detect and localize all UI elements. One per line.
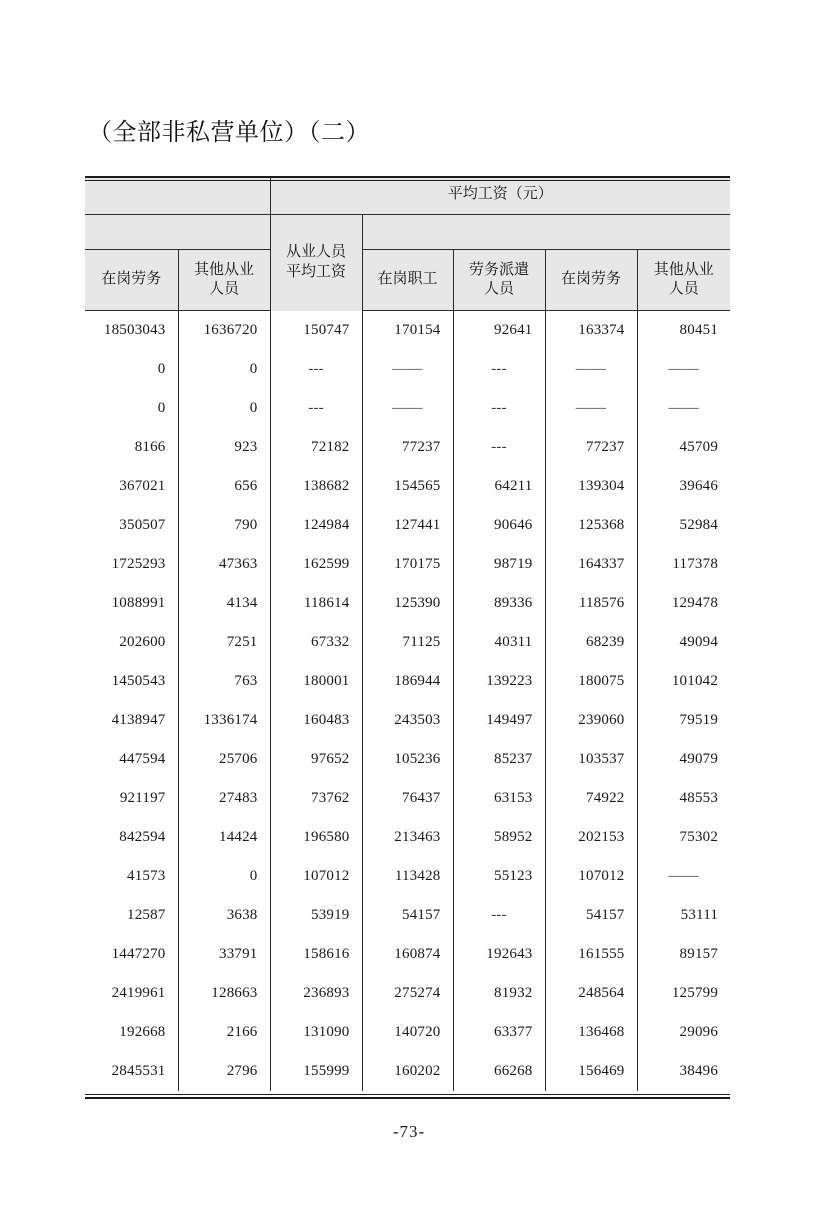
header-row-group [85,176,730,215]
table-cell: 192643 [453,935,545,974]
header-row-columns [85,250,730,311]
header-col-dispatched-labor-line2: 人员 [483,281,514,297]
table-cell: 55123 [453,857,545,896]
table-cell: 1450543 [85,662,178,701]
table-cell: 1447270 [85,935,178,974]
table-cell: 0 [85,350,178,389]
table-cell: 48553 [637,779,730,818]
table-cell: --- [453,896,545,935]
table-cell: 76437 [362,779,453,818]
table-row [85,545,730,584]
table-row [85,779,730,818]
header-col-onpost-labor-right [545,250,637,311]
table-cell: 49094 [637,623,730,662]
table-cell: 2796 [178,1052,270,1091]
table-cell: 239060 [545,701,637,740]
table-cell: 54157 [362,896,453,935]
table-cell: 160202 [362,1052,453,1091]
table-row [85,623,730,662]
table-cell: 89336 [453,584,545,623]
table-cell: 64211 [453,467,545,506]
table-cell: 47363 [178,545,270,584]
table-cell: —— [362,389,453,428]
table-cell: --- [453,350,545,389]
table-cell: —— [637,857,730,896]
table-cell: 90646 [453,506,545,545]
table-cell: —— [362,350,453,389]
table-cell: 77237 [545,428,637,467]
table-cell: 163374 [545,311,637,351]
table-cell: 162599 [270,545,362,584]
table-cell: 0 [85,389,178,428]
table-row [85,857,730,896]
table-cell: 118614 [270,584,362,623]
table-row [85,1013,730,1052]
table-cell: —— [637,389,730,428]
table-row [85,506,730,545]
table-cell: 0 [178,389,270,428]
table-cell: 164337 [545,545,637,584]
table-cell: 107012 [545,857,637,896]
header-col-onpost-staff [362,250,453,311]
table-cell: 161555 [545,935,637,974]
statistics-table-container [85,176,730,1091]
table-cell: 186944 [362,662,453,701]
table-cell: 160483 [270,701,362,740]
table-cell: 447594 [85,740,178,779]
table-cell: 63153 [453,779,545,818]
table-cell: 117378 [637,545,730,584]
table-cell: 38496 [637,1052,730,1091]
table-row [85,467,730,506]
table-cell: 170154 [362,311,453,351]
table-cell: 63377 [453,1013,545,1052]
header-col-other-employed-right [637,250,730,311]
table-cell: 124984 [270,506,362,545]
table-body [85,311,730,1092]
table-cell: 763 [178,662,270,701]
table-cell: 41573 [85,857,178,896]
table-cell: 7251 [178,623,270,662]
header-col-onpost-labor-left [85,250,178,311]
table-cell: 53919 [270,896,362,935]
table-cell: 77237 [362,428,453,467]
table-cell: 125390 [362,584,453,623]
table-row [85,896,730,935]
header-col-dispatched-labor-line1: 劳务派遣 [468,261,529,278]
table-cell: 75302 [637,818,730,857]
table-cell: 1725293 [85,545,178,584]
table-cell: 129478 [637,584,730,623]
table-cell: 97652 [270,740,362,779]
table-cell: 81932 [453,974,545,1013]
table-cell: 105236 [362,740,453,779]
table-row [85,662,730,701]
table-cell: 71125 [362,623,453,662]
table-cell: 136468 [545,1013,637,1052]
table-row [85,584,730,623]
header-col-other-employed-right-line1: 其他从业 [653,261,714,278]
table-cell: 131090 [270,1013,362,1052]
header-col-other-employed-right-line2: 人员 [668,281,699,297]
table-cell: 790 [178,506,270,545]
table-cell: 923 [178,428,270,467]
header-col-onpost-labor-right-label: 在岗劳务 [560,271,621,288]
table-cell: 1636720 [178,311,270,351]
table-cell: 154565 [362,467,453,506]
table-cell: 40311 [453,623,545,662]
table-cell: 842594 [85,818,178,857]
table-cell: 79519 [637,701,730,740]
table-cell: 138682 [270,467,362,506]
table-cell: 68239 [545,623,637,662]
table-cell: 180001 [270,662,362,701]
table-cell: 73762 [270,779,362,818]
header-col-dispatched-labor [453,250,545,311]
table-cell: --- [270,350,362,389]
table-row [85,311,730,351]
table-cell: 33791 [178,935,270,974]
table-cell: 160874 [362,935,453,974]
table-cell: 85237 [453,740,545,779]
table-cell: 25706 [178,740,270,779]
table-cell: —— [637,350,730,389]
table-cell: 58952 [453,818,545,857]
table-cell: 192668 [85,1013,178,1052]
table-cell: 66268 [453,1052,545,1091]
table-row [85,740,730,779]
table-cell: 1088991 [85,584,178,623]
table-cell: 53111 [637,896,730,935]
table-cell: 656 [178,467,270,506]
table-cell: 14424 [178,818,270,857]
table-cell: 72182 [270,428,362,467]
header-col-other-employed-left-line2: 人员 [208,281,239,297]
table-cell: 196580 [270,818,362,857]
table-cell: 4138947 [85,701,178,740]
table-cell: 202153 [545,818,637,857]
table-cell: 2166 [178,1013,270,1052]
table-cell: 80451 [637,311,730,351]
table-cell: —— [545,389,637,428]
table-cell: 0 [178,350,270,389]
table-cell: 98719 [453,545,545,584]
table-cell: 118576 [545,584,637,623]
table-cell: 150747 [270,311,362,351]
table-cell: 243503 [362,701,453,740]
page-number: -73- [392,1122,426,1141]
header-average-wage: 平均工资（元） [270,176,730,215]
table-cell: 29096 [637,1013,730,1052]
page-title: （全部非私营单位）（二） [88,120,370,146]
table-cell: 275274 [362,974,453,1013]
table-cell: 54157 [545,896,637,935]
header-col-employee-avg-wage-line1: 从业人员 [285,244,346,261]
table-cell: 2845531 [85,1052,178,1091]
table-cell: 74922 [545,779,637,818]
table-row [85,701,730,740]
table-cell: 113428 [362,857,453,896]
header-col-onpost-labor-left-label: 在岗劳务 [101,271,162,288]
table-row [85,389,730,428]
table-cell: 236893 [270,974,362,1013]
table-cell: 3638 [178,896,270,935]
table-cell: 67332 [270,623,362,662]
table-cell: 39646 [637,467,730,506]
table-cell: 149497 [453,701,545,740]
table-cell: 127441 [362,506,453,545]
table-cell: 139223 [453,662,545,701]
table-row [85,350,730,389]
table-cell: 1336174 [178,701,270,740]
table-cell: --- [270,389,362,428]
table-row [85,428,730,467]
table-cell: 4134 [178,584,270,623]
table-cell: 125799 [637,974,730,1013]
table-cell: 350507 [85,506,178,545]
table-top-rule [85,176,730,178]
table-cell: 170175 [362,545,453,584]
table-bottom-rule [85,1094,730,1095]
table-cell: 202600 [85,623,178,662]
table-cell: 89157 [637,935,730,974]
table-cell: 18503043 [85,311,178,351]
header-col-other-employed-left-line1: 其他从业 [193,261,254,278]
header-blank-left [85,176,270,215]
header-blank-left-2 [85,215,270,250]
table-cell: 49079 [637,740,730,779]
table-cell: 45709 [637,428,730,467]
table-cell: --- [453,428,545,467]
header-col-employee-avg-wage [270,215,362,311]
header-blank-right [362,215,730,250]
table-row [85,974,730,1013]
table-cell: 52984 [637,506,730,545]
table-cell: 248564 [545,974,637,1013]
header-col-onpost-staff-label: 在岗职工 [377,271,438,288]
table-cell: 213463 [362,818,453,857]
statistics-table [85,176,730,1091]
table-cell: 8166 [85,428,178,467]
table-header [85,176,730,311]
table-cell: 921197 [85,779,178,818]
table-row [85,935,730,974]
table-cell: 125368 [545,506,637,545]
table-cell: 2419961 [85,974,178,1013]
table-cell: 12587 [85,896,178,935]
table-cell: --- [453,389,545,428]
table-cell: —— [545,350,637,389]
table-cell: 103537 [545,740,637,779]
table-cell: 128663 [178,974,270,1013]
header-col-other-employed-left [178,250,270,311]
header-col-employee-avg-wage-line2: 平均工资 [285,263,346,280]
table-cell: 0 [178,857,270,896]
table-cell: 27483 [178,779,270,818]
table-cell: 158616 [270,935,362,974]
table-cell: 155999 [270,1052,362,1091]
table-cell: 367021 [85,467,178,506]
table-row [85,818,730,857]
table-cell: 180075 [545,662,637,701]
table-cell: 140720 [362,1013,453,1052]
header-row-middle [85,215,730,250]
table-row [85,1052,730,1091]
table-cell: 101042 [637,662,730,701]
table-cell: 92641 [453,311,545,351]
table-cell: 139304 [545,467,637,506]
table-cell: 156469 [545,1052,637,1091]
table-cell: 107012 [270,857,362,896]
